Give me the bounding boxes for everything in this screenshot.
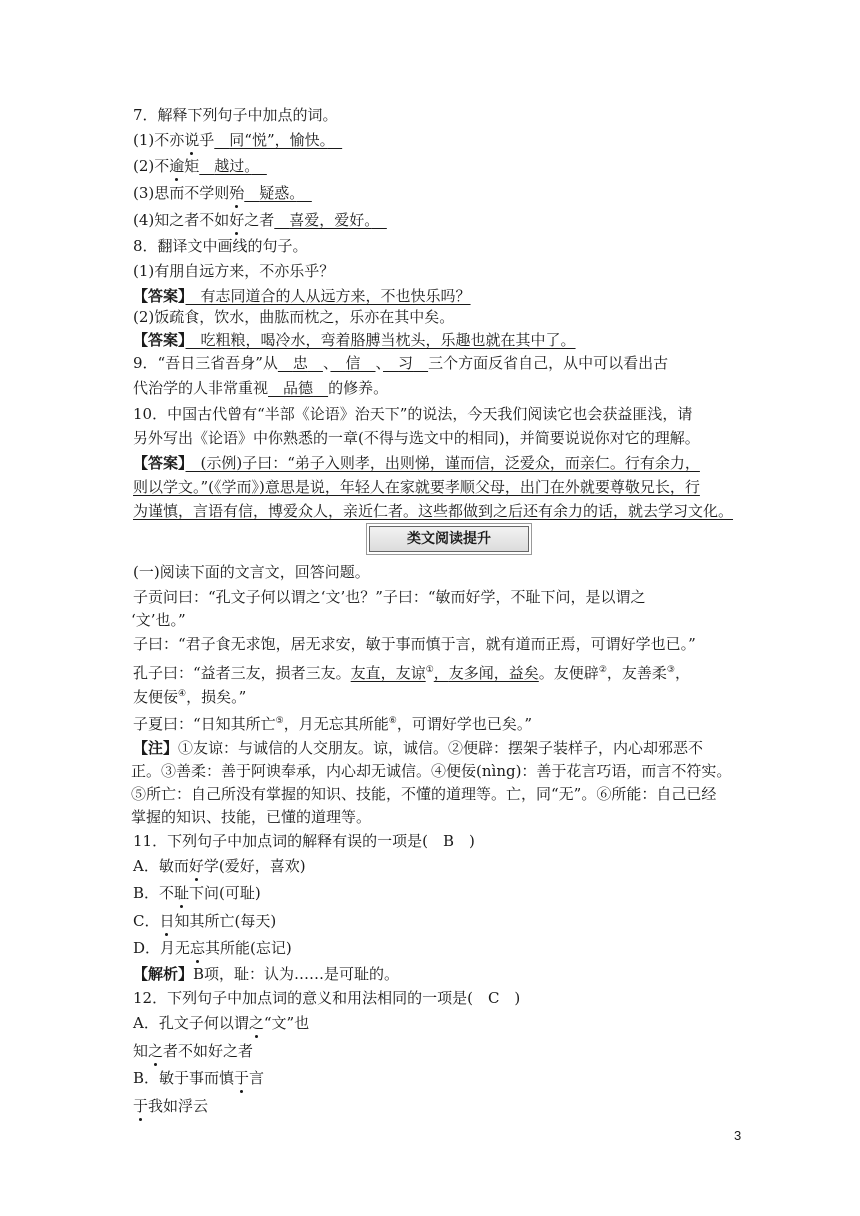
q8-sentence-1: (1)有朋自远方来，不亦乐乎？	[133, 262, 335, 280]
note-line-1: 【注】①友谅：与诚信的人交朋友。谅，诚信。②便辟：摆架子装样子，内心却邪恶不	[133, 739, 704, 757]
passage-p3-line-1: 孔子曰：“益者三友，损者三友。友直，友谅①，友多闻，益矣。友便辟②，友善柔③，	[133, 664, 690, 682]
note-line-2: 正。③善柔：善于阿谀奉承，内心却无诚信。④便佞(nìng)：善于花言巧语，而言不符实。	[131, 762, 732, 780]
q12-option-b1: B．敏于事而慎于言	[133, 1069, 265, 1087]
q11-option-a: A．敏而好学(爱好，喜欢)	[133, 857, 306, 875]
q7-item-1: (1)不亦说乎 同“悦”，愉快。	[133, 131, 328, 149]
passage-p4: 子夏曰：“日知其所亡⑤，月无忘其所能⑥，可谓好学也已矣。”	[133, 715, 533, 733]
q12-option-a2: 知之者不如好之者	[133, 1042, 254, 1060]
passage-p2: 子曰：“君子食无求饱，居无求安，敏于事而慎于言，就有道而正焉，可谓好学也已。”	[133, 635, 696, 653]
q10-line-2: 另外写出《论语》中你熟悉的一章(不得与选文中的相同)，并简要说说你对它的理解。	[133, 429, 700, 447]
q10-line-1: 10．中国古代曾有“半部《论语》治天下”的说法，今天我们阅读它也会获益匪浅，请	[133, 405, 693, 423]
passage-p1-line-1: 子贡问曰：“孔文子何以谓之‘文’也？”子曰：“敏而好学，不耻下问，是以谓之	[133, 588, 646, 606]
q11-option-b: B．不耻下问(可耻)	[133, 884, 261, 902]
q12-option-a1: A．孔文子何以谓之“文”也	[133, 1014, 310, 1032]
q10-answer-2: 则以学文。”(《学而》)意思是说，年轻人在家就要孝顺父母，出门在外就要尊敬兄长，行	[133, 478, 700, 496]
q7-item-4: (4)知之者不如好之者 喜爱，爱好。	[133, 211, 372, 229]
section-banner: 类文阅读提升	[369, 526, 529, 552]
q8-title: 8．翻译文中画线的句子。	[133, 237, 308, 255]
q11-explanation: 【解析】B项，耻：认为……是可耻的。	[133, 965, 400, 983]
q11-option-d: D．月无忘其所能(忘记)	[133, 939, 292, 957]
page-number: 3	[734, 1128, 742, 1143]
q10-answer-1: 【答案】 (示例)子曰：“弟子入则孝，出则悌，谨而信，泛爱众，而亲仁。行有余力，	[133, 454, 700, 472]
q12-title: 12．下列句子中加点词的意义和用法相同的一项是( C )	[133, 989, 521, 1007]
passage-intro: (一)阅读下面的文言文，回答问题。	[133, 563, 370, 581]
passage-p1-line-2: ‘文’也。”	[131, 611, 186, 629]
passage-p3-line-2: 友便佞④，损矣。”	[133, 688, 247, 706]
q11-option-c: C．日知其所亡(每天)	[133, 912, 277, 930]
q9-line-2: 代治学的人非常重视 品德 的修养。	[133, 379, 389, 397]
q8-answer-1: 【答案】 有志同道合的人从远方来，不也快乐吗？	[133, 287, 471, 305]
q7-title: 7．解释下列句子中加点的词。	[133, 106, 338, 124]
q7-item-3: (3)思而不学则殆 疑惑。	[133, 184, 297, 202]
note-line-4: 掌握的知识、技能，已懂的道理等。	[131, 808, 372, 826]
q8-answer-2: 【答案】 吃粗粮，喝冷水，弯着胳膊当枕头，乐趣也就在其中了。	[133, 331, 576, 349]
q9-line-1: 9．“吾日三省吾身”从 忠 、 信 、 习 三个方面反省自己，从中可以看出古	[133, 354, 669, 372]
q8-sentence-2: (2)饭疏食，饮水，曲肱而枕之，乐亦在其中矣。	[133, 308, 455, 326]
q12-option-b2: 于我如浮云	[133, 1097, 209, 1115]
note-line-3: ⑤所亡：自己所没有掌握的知识、技能，不懂的道理等。亡，同“无”。⑥所能：自己已经	[131, 785, 717, 803]
q10-answer-3: 为谨慎，言语有信，博爱众人，亲近仁者。这些都做到之后还有余力的话，就去学习文化。	[133, 502, 734, 520]
q11-title: 11．下列句子中加点词的解释有误的一项是( B )	[133, 832, 475, 850]
q7-item-2: (2)不逾矩 越过。	[133, 157, 252, 175]
